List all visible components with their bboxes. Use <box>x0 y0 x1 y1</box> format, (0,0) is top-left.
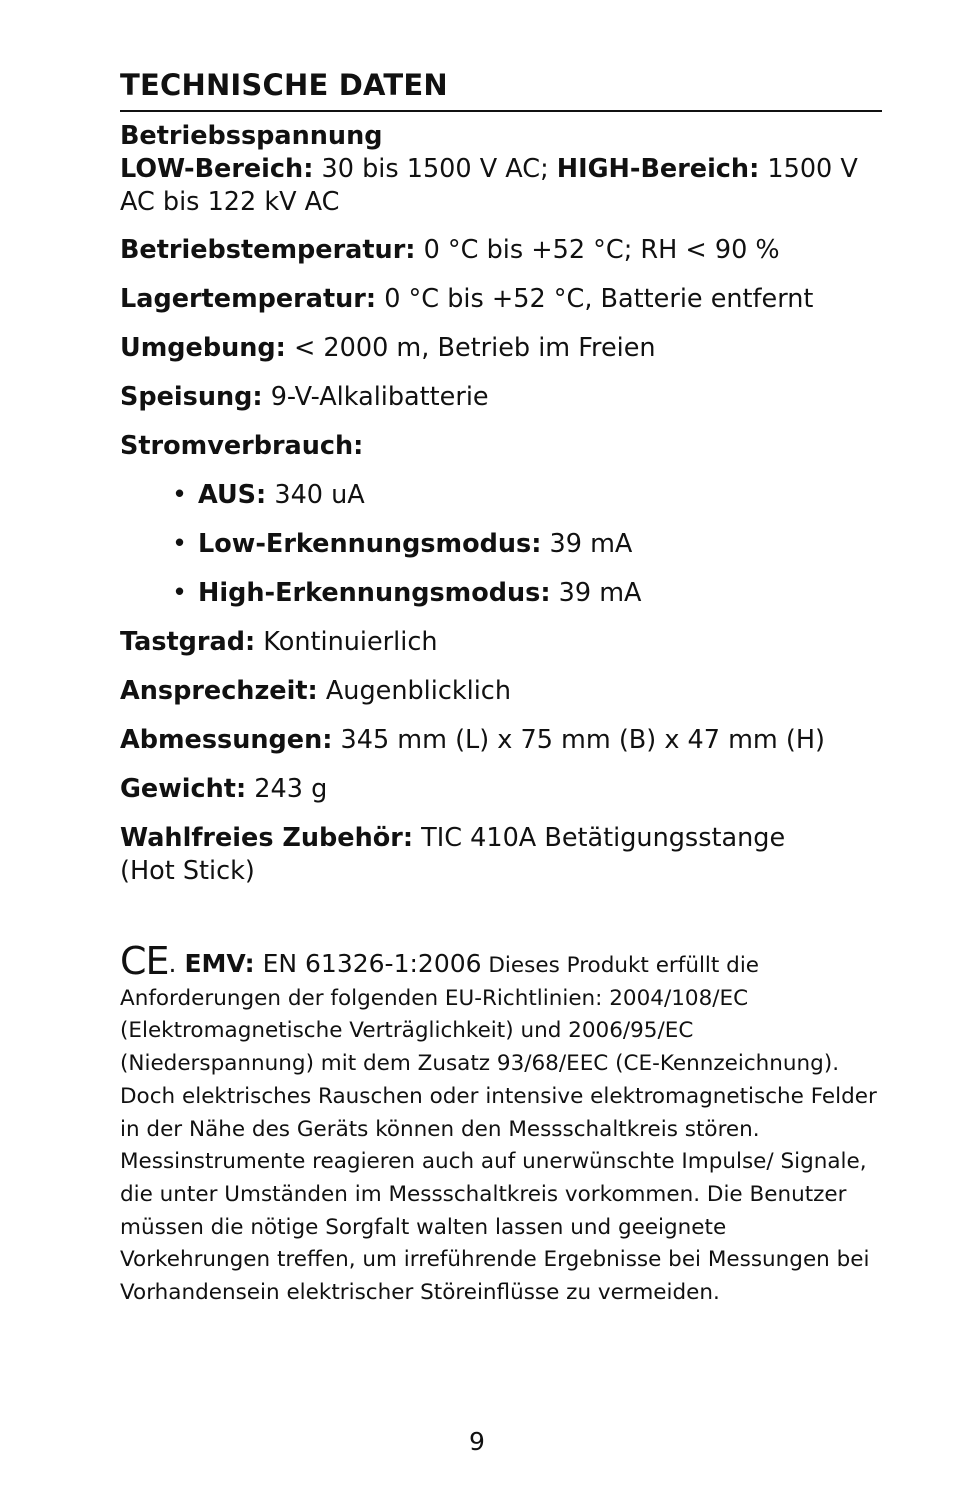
spec-label: Lagertemperatur: <box>120 284 377 314</box>
bullet-icon: • <box>172 578 188 608</box>
spec-response-time <box>120 675 882 708</box>
spec-value: Kontinuierlich <box>255 627 438 657</box>
section-title: TECHNISCHE DATEN <box>120 68 448 102</box>
emv-compliance-paragraph <box>120 939 882 1310</box>
spec-label: Abmessungen: <box>120 725 333 755</box>
spec-value: 243 g <box>246 774 328 804</box>
spec-value: 0 °C bis +52 °C, Batterie entfernt <box>376 284 814 314</box>
spec-label: LOW-Bereich: <box>120 154 314 184</box>
spec-environment <box>120 332 882 365</box>
spec-value: 30 bis 1500 V AC; <box>313 154 557 184</box>
spec-value: 39 mA <box>541 529 633 559</box>
spec-label: HIGH-Bereich: <box>556 154 760 184</box>
spec-heading: Betriebsspannung <box>120 121 383 151</box>
spec-storage-temperature <box>120 283 882 316</box>
spec-duty-cycle <box>120 626 882 659</box>
spec-weight <box>120 773 882 806</box>
spec-power-supply <box>120 381 882 414</box>
spec-optional-accessory <box>120 822 800 888</box>
spec-label: AUS: <box>198 480 267 510</box>
ce-dot: . <box>168 949 185 978</box>
spec-value: Augenblicklich <box>317 676 511 706</box>
emv-text: Dieses Produkt erfüllt die Anforderungen der folgenden EU-Richtlinien: 2004/108/EC (Elektromagnetische Verträglichkeit) und 2006/95/EC (Niederspannung) mit dem Zusatz 93/68/EEC (CE-Kennzeichnung). Doch elektrisches Rauschen oder intensive elektromagnetische Felder in der Nähe des Geräts können den Messschaltkreis stören. Messinstrumente reagieren auch auf unerwünschte Impulse/ Signale, die unter Umständen im Messschaltkreis vorkommen. Die Benutzer müssen die nötige Sorgfalt walten lassen und geeignete Vorkehrungen treffen, um irreführende Ergebnisse bei Messungen bei Vorhandensein elektrischer Störeinflüsse zu vermeiden. <box>120 953 877 1306</box>
ce-mark-icon: CE <box>120 939 169 983</box>
spec-value: 340 uA <box>266 480 365 510</box>
bullet-icon: • <box>172 480 188 510</box>
spec-value: TIC 410A Betätigungsstange (Hot Stick) <box>120 823 786 886</box>
page-number: 9 <box>469 1427 485 1456</box>
list-item <box>172 528 632 561</box>
spec-label: High-Erkennungsmodus: <box>198 578 551 608</box>
spec-value: 345 mm (L) x 75 mm (B) x 47 mm (H) <box>332 725 825 755</box>
bullet-icon: • <box>172 529 188 559</box>
spec-label: Stromverbrauch: <box>120 431 364 461</box>
spec-label: Speisung: <box>120 382 263 412</box>
spec-label: Wahlfreies Zubehör: <box>120 823 414 853</box>
title-divider <box>120 110 882 112</box>
emv-label: EMV: <box>184 949 255 978</box>
spec-value: < 2000 m, Betrieb im Freien <box>285 333 656 363</box>
spec-operating-temperature <box>120 234 882 267</box>
spec-label: Ansprechzeit: <box>120 676 318 706</box>
emv-standard: EN 61326-1:2006 <box>254 949 482 978</box>
list-item <box>172 577 642 610</box>
spec-operating-voltage <box>120 120 882 219</box>
list-item <box>172 479 365 512</box>
spec-label: Umgebung: <box>120 333 286 363</box>
spec-value: 1500 V AC bis 122 kV AC <box>120 154 858 217</box>
spec-dimensions <box>120 724 882 757</box>
spec-power-consumption <box>120 430 882 463</box>
spec-value: 39 mA <box>550 578 642 608</box>
spec-value: 0 °C bis +52 °C; RH < 90 % <box>415 235 780 265</box>
spec-value: 9-V-Alkalibatterie <box>262 382 489 412</box>
spec-label: Low-Erkennungsmodus: <box>198 529 542 559</box>
spec-label: Betriebstemperatur: <box>120 235 416 265</box>
spec-label: Tastgrad: <box>120 627 256 657</box>
spec-label: Gewicht: <box>120 774 247 804</box>
